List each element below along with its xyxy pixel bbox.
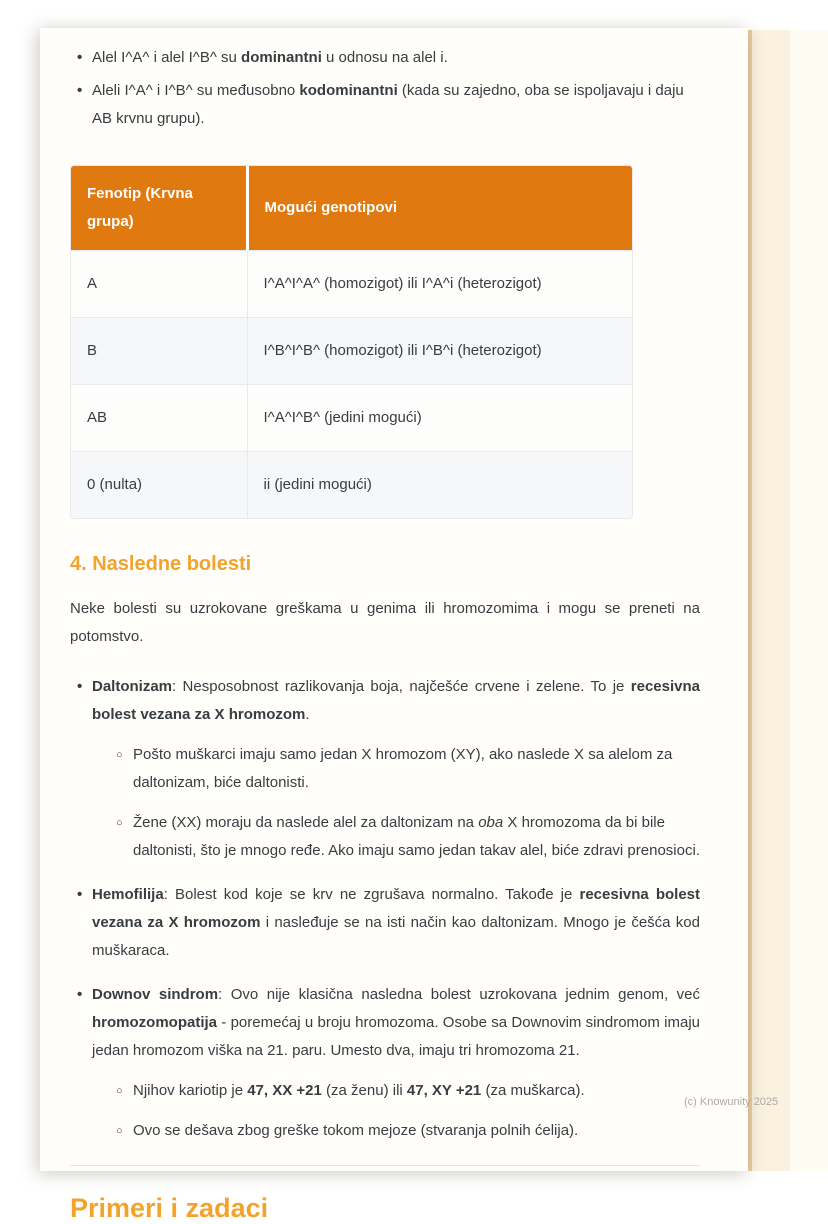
column-header-genotipovi: Mogući genotipovi bbox=[247, 166, 632, 251]
list-item-text: • Daltonizam: Nesposobnost razlikovanja boja, najčešće crvene i zelene. To je recesivna bolest vezana za X hromozom. bbox=[92, 678, 700, 723]
cell-genotipovi: I^A^I^A^ (homozigot) ili I^A^i (heterozigot) bbox=[247, 251, 632, 318]
cell-fenotip: AB bbox=[71, 385, 247, 452]
list-item-hemofilija bbox=[70, 881, 700, 965]
table-row bbox=[71, 385, 632, 452]
list-item-text: • Downov sindrom: Ovo nije klasična nasledna bolest uzrokovana jednim genom, već hromozomopatija - poremećaj u broju hromozoma. Osobe sa Downovim sindromom imaju jedan hromozom viška na 21. paru. Umesto dva, imaju tri hromozoma 21. bbox=[92, 986, 701, 1059]
blood-group-table-container bbox=[70, 165, 633, 519]
table-header-row bbox=[71, 166, 632, 251]
list-item-downov-sindrom bbox=[70, 981, 700, 1145]
column-header-fenotip: Fenotip (Krvna grupa) bbox=[71, 166, 247, 251]
sub-bullet-list bbox=[92, 741, 700, 865]
list-item-text: • Hemofilija: Bolest kod koje se krv ne zgrušava normalno. Takođe je recesivna bolest vezana za X hromozom i nasleđuje se na isti način kao daltonizam. Mnogo je češća kod muškaraca. bbox=[92, 886, 701, 959]
cell-genotipovi: ii (jedini mogući) bbox=[247, 452, 632, 519]
cell-fenotip: B bbox=[71, 318, 247, 385]
sub-list-item: ○ Pošto muškarci imaju samo jedan X hromozom (XY), ako naslede X sa alelom za daltonizam, biće daltonisti. bbox=[92, 741, 700, 797]
table-row bbox=[71, 251, 632, 318]
section-intro-paragraph: Neke bolesti su uzrokovane greškama u genima ili hromozomima i mogu se preneti na potomstvo. bbox=[70, 600, 700, 645]
table-head bbox=[71, 166, 632, 251]
cell-genotipovi: I^A^I^B^ (jedini mogući) bbox=[247, 385, 632, 452]
list-item: • Aleli I^A^ i I^B^ su međusobno kodominantni (kada su zajedno, oba se ispoljavaju i daju AB krvnu grupu). bbox=[70, 77, 700, 133]
section-heading-primeri-i-zadaci: Primeri i zadaci bbox=[70, 1193, 269, 1223]
sub-list-item: ○ Njihov kariotip je 47, XX +21 (za ženu) ili 47, XY +21 (za muškarca). bbox=[92, 1077, 700, 1105]
sub-list-item: ○ Ovo se dešava zbog greške tokom mejoze (stvaranja polnih ćelija). bbox=[92, 1117, 700, 1145]
document-page bbox=[40, 28, 748, 1223]
list-item: • Alel I^A^ i alel I^B^ su dominantni u odnosu na alel i. bbox=[70, 44, 700, 72]
table-body bbox=[71, 251, 632, 519]
sub-list-item: ○ Žene (XX) moraju da naslede alel za daltonizam na oba X hromozoma da bi bile daltonisti, što je mnogo ređe. Ako imaju samo jedan takav alel, biće zdravi prenosioci. bbox=[92, 809, 700, 865]
disease-bullet-list bbox=[70, 673, 700, 1145]
cell-genotipovi: I^B^I^B^ (homozigot) ili I^B^i (heterozigot) bbox=[247, 318, 632, 385]
right-edge-cream-stripe bbox=[752, 30, 790, 1171]
cell-fenotip: 0 (nulta) bbox=[71, 452, 247, 519]
blood-group-table bbox=[71, 166, 632, 518]
copyright-watermark: (c) Knowunity 2025 bbox=[684, 1096, 779, 1108]
intro-bullet-list bbox=[70, 44, 700, 133]
list-item-daltonizam bbox=[70, 673, 700, 865]
table-row bbox=[71, 318, 632, 385]
section-heading-nasledne-bolesti: 4. Nasledne bolesti bbox=[70, 553, 252, 575]
right-edge-outer-stripe bbox=[790, 30, 828, 1171]
section-divider bbox=[70, 1165, 700, 1166]
sub-bullet-list bbox=[92, 1077, 700, 1145]
cell-fenotip: A bbox=[71, 251, 247, 318]
table-row bbox=[71, 452, 632, 519]
